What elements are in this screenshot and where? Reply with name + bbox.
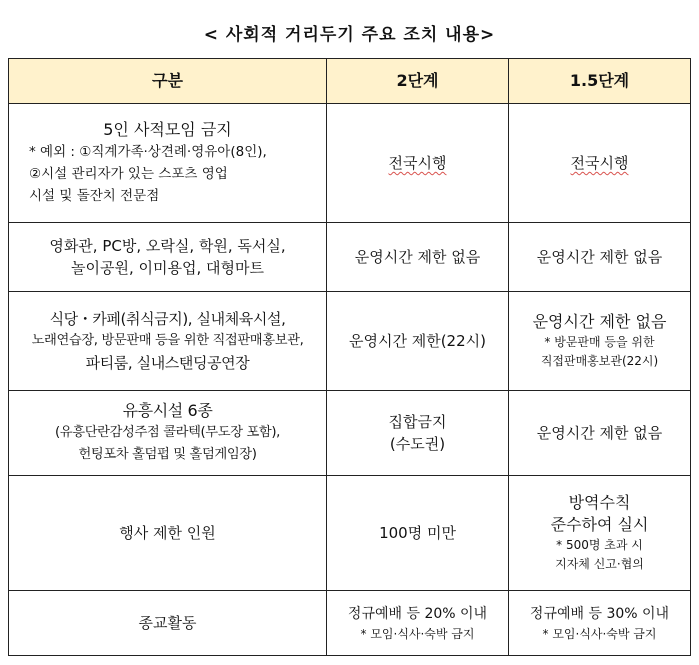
row-category-cell: 행사 제한 인원 <box>9 476 327 591</box>
level-1-5-cell <box>509 591 691 656</box>
note-line: * 예외 : ①직계가족·상견례·영유아(8인), <box>29 144 267 160</box>
row-category-cell: 종교활동 <box>9 591 327 656</box>
header-level-1-5: 1.5단계 <box>509 59 691 104</box>
level-2-cell: 운영시간 제한 없음 <box>327 223 509 292</box>
measures-table <box>8 58 691 656</box>
cell-line: 헌팅포차 홀덤펍 및 홀덤게임장) <box>78 447 257 462</box>
level-1-5-cell <box>509 104 691 223</box>
cell-line: 영화관, PC방, 오락실, 학원, 독서실, <box>49 237 286 255</box>
row-category-cell <box>9 223 327 292</box>
level-2-cell <box>327 591 509 656</box>
table-row <box>9 591 691 656</box>
cell-line: (유흥단란감성주점 콜라텍(무도장 포함), <box>55 425 280 440</box>
header-category: 구분 <box>9 59 327 104</box>
table-row <box>9 476 691 591</box>
cell-note: * 방문판매 등을 위한 <box>544 335 655 349</box>
cell-note: 직접판매홍보관(22시) <box>540 354 659 368</box>
level-1-5-cell <box>509 292 691 391</box>
category-note <box>15 141 320 207</box>
note-line: 시설 및 돌잔치 전문점 <box>29 188 160 204</box>
cell-line: 정규예배 등 30% 이내 <box>529 605 670 622</box>
note-line: ②시설 관리자가 있는 스포츠 영업 <box>29 166 228 182</box>
cell-line: 방역수칙 <box>568 493 631 512</box>
table-row <box>9 391 691 476</box>
cell-line: 식당・카페(취식금지), 실내체육시설, <box>49 310 286 328</box>
table-row <box>9 104 691 223</box>
level-2-cell <box>327 104 509 223</box>
cell-note: * 모임·식사·숙박 금지 <box>360 626 475 641</box>
level-1-5-cell: 운영시간 제한 없음 <box>509 391 691 476</box>
cell-text: 전국시행 <box>570 154 629 172</box>
level-1-5-cell: 운영시간 제한 없음 <box>509 223 691 292</box>
category-main: 5인 사적모임 금지 <box>103 120 232 139</box>
cell-line: 노래연습장, 방문판매 등을 위한 직접판매홍보관, <box>31 333 304 348</box>
row-category-cell <box>9 104 327 223</box>
level-2-cell: 100명 미만 <box>327 476 509 591</box>
cell-text: 전국시행 <box>388 154 447 172</box>
level-2-cell <box>327 391 509 476</box>
table-row <box>9 292 691 391</box>
cell-line: 준수하여 실시 <box>550 515 649 534</box>
cell-main: 운영시간 제한 없음 <box>532 312 667 331</box>
cell-line: 놀이공원, 이미용업, 대형마트 <box>71 259 264 277</box>
cell-note: * 500명 초과 시 <box>556 538 643 552</box>
cell-note: * 모임·식사·숙박 금지 <box>542 626 657 641</box>
header-level-2: 2단계 <box>327 59 509 104</box>
cell-line: 집합금지 <box>388 413 447 431</box>
cell-main: 유흥시설 6종 <box>122 401 213 420</box>
row-category-cell <box>9 292 327 391</box>
cell-note: 지자체 신고·협의 <box>555 557 644 571</box>
cell-line: 파티룸, 실내스탠딩공연장 <box>85 354 250 372</box>
table-header-row <box>9 59 691 104</box>
table-row <box>9 223 691 292</box>
cell-line: (수도권) <box>389 435 446 453</box>
page-title: < 사회적 거리두기 주요 조치 내용> <box>203 25 496 45</box>
cell-line: 정규예배 등 20% 이내 <box>347 605 488 622</box>
level-2-cell: 운영시간 제한(22시) <box>327 292 509 391</box>
level-1-5-cell <box>509 476 691 591</box>
row-category-cell <box>9 391 327 476</box>
